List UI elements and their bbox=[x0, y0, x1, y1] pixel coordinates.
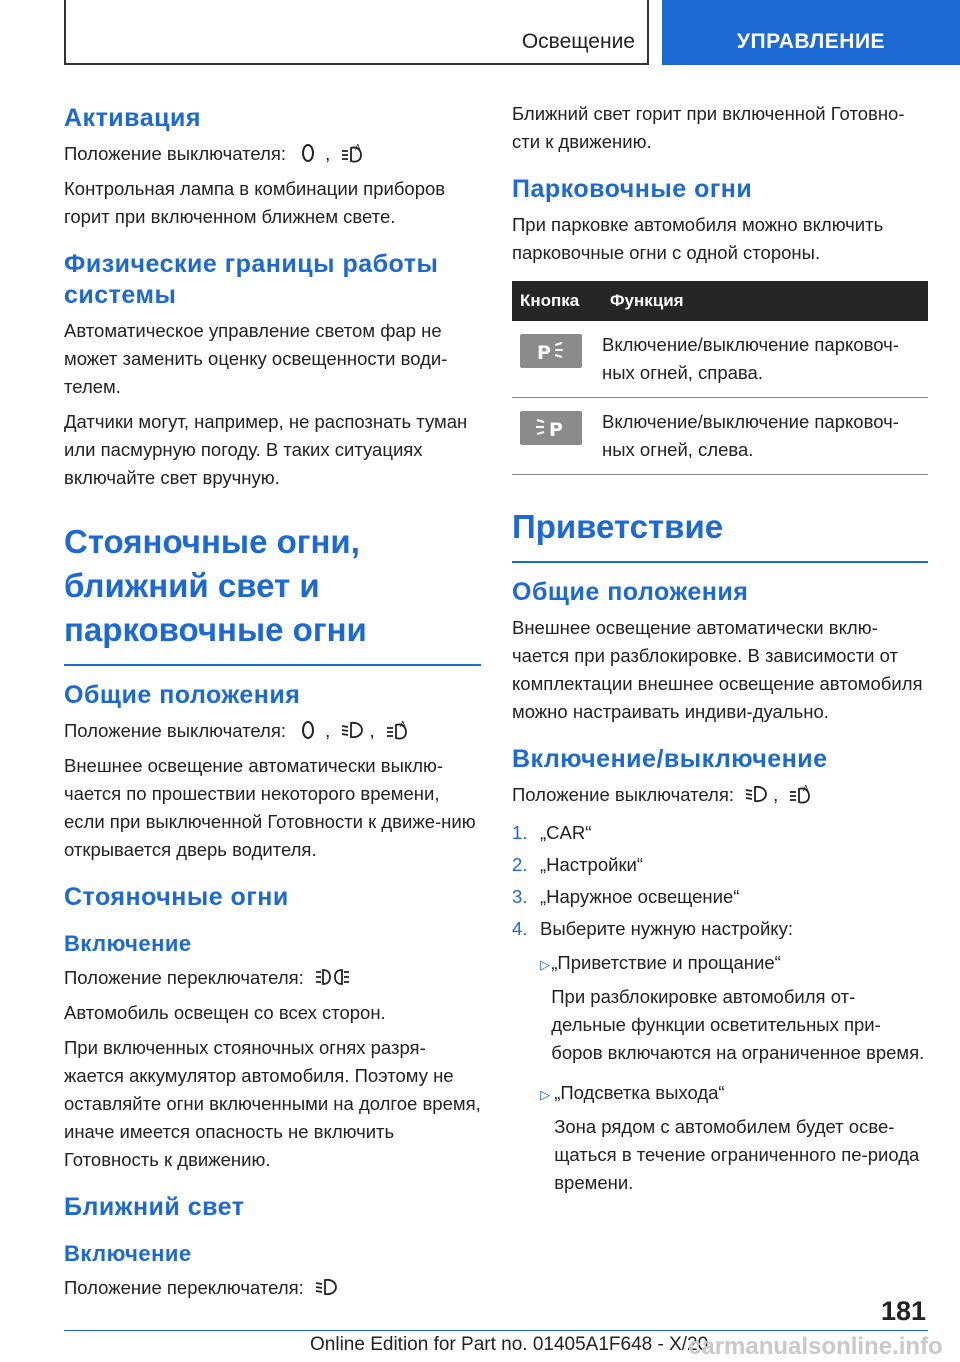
parking-switch-line: Положение переключателя: bbox=[64, 964, 481, 992]
left-column bbox=[64, 100, 481, 1309]
general-heading: Общие положения bbox=[64, 681, 301, 709]
svg-text:A: A bbox=[355, 143, 361, 152]
switch-zero-icon bbox=[296, 719, 320, 741]
low-beam-switch-line: Положение переключателя: bbox=[64, 1274, 481, 1302]
auto-headlight-icon bbox=[340, 142, 364, 164]
triangle-bullet-icon: ▷ bbox=[540, 1087, 550, 1102]
header-section-title: Освещение bbox=[521, 30, 635, 53]
table-header-function: Функция bbox=[602, 281, 928, 321]
list-item: ▷ „Подсветка выхода“ Зона рядом с автомобилем будет осве-щаться в течение ограниченного пе-риода времени. bbox=[540, 1079, 928, 1203]
table-cell-function: Включение/выключение парковоч-ных огней, справа. bbox=[602, 321, 928, 398]
list-item: 1. „CAR“ bbox=[512, 822, 592, 843]
right-column bbox=[512, 100, 928, 1203]
parking-paragraph-2: При включенных стояночных огнях разря-жается аккумулятор автомобиля. Поэтому не оставляйте огни включенными на долгое время, иначе имеется опасность не включить Готовность к движению. bbox=[64, 1037, 481, 1170]
main-section-heading: Стояночные огни, ближний свет и парковочные огни bbox=[64, 520, 481, 666]
welcome-general-heading: Общие положения bbox=[512, 578, 749, 606]
limits-paragraph-2: Датчики могут, например, не распознать туман или пасмурную погоду. В таких ситуациях включайте свет вручную. bbox=[64, 411, 468, 488]
welcome-general-text: Внешнее освещение автоматически вклю-чается при разблокировке. В зависимости от комплектации внешнее освещение автомобиля можно настраивать индиви-дуально. bbox=[512, 617, 923, 722]
limits-heading: Физические границы работы системы bbox=[64, 250, 439, 309]
auto-headlight-icon bbox=[788, 783, 812, 805]
low-beam-continuation-text: Ближний свет горит при включенной Готовно-сти к движению. bbox=[512, 103, 905, 152]
table-row bbox=[512, 321, 928, 398]
table-header-button: Кнопка bbox=[512, 281, 602, 321]
svg-text:A: A bbox=[803, 784, 809, 793]
onoff-switch-line: Положение выключателя: , A bbox=[512, 781, 928, 809]
svg-text:A: A bbox=[399, 720, 406, 729]
steps-list bbox=[512, 819, 928, 943]
limits-paragraph-1: Автоматическое управление светом фар не может заменить оценку освещенности води-телем. bbox=[64, 320, 448, 397]
watermark-logo: carmanualsonline.info bbox=[688, 1333, 943, 1360]
parking-lights-icon bbox=[314, 966, 358, 988]
parking-light-left-icon bbox=[520, 411, 582, 445]
activation-heading: Активация bbox=[64, 104, 201, 132]
low-beam-on-heading: Включение bbox=[64, 1241, 192, 1266]
parking-heading: Стояночные огни bbox=[64, 883, 289, 911]
parking-on-heading: Включение bbox=[64, 931, 192, 956]
general-switch-line: Положение выключателя: , , A bbox=[64, 717, 481, 745]
table-header-row bbox=[512, 281, 928, 321]
list-item: 3. „Наружное освещение“ bbox=[512, 886, 740, 907]
low-beam-icon bbox=[744, 783, 768, 805]
parking-light-right-icon bbox=[520, 334, 582, 368]
general-text: Внешнее освещение автоматически выклю-чается по прошествии некоторого времени, если при выключенной Готовности к движе-нию открывается дверь водителя. bbox=[64, 755, 476, 860]
low-beam-icon bbox=[340, 719, 364, 741]
footer-edition: Online Edition for Part no. 01405A1F648 - X/20 bbox=[310, 1334, 709, 1355]
triangle-bullet-icon: ▷ bbox=[540, 957, 550, 972]
park-lights-text: При парковке автомобиля можно включить парковочные огни с одной стороны. bbox=[512, 214, 884, 263]
page-number: 181 bbox=[880, 1296, 926, 1326]
footer-divider bbox=[64, 1330, 928, 1331]
header-section-box bbox=[64, 0, 649, 65]
header-chapter-title: УПРАВЛЕНИЕ bbox=[736, 30, 886, 53]
table-row bbox=[512, 398, 928, 475]
list-item: 2. „Настройки“ bbox=[512, 854, 644, 875]
welcome-heading: Приветствие bbox=[512, 505, 928, 563]
activation-text: Контрольная лампа в комбинации приборов горит при включенном ближнем свете. bbox=[64, 178, 446, 227]
park-lights-table bbox=[512, 281, 928, 475]
list-item: 4. Выберите нужную настройку: bbox=[512, 918, 793, 939]
options-list bbox=[540, 949, 928, 1203]
onoff-heading: Включение/выключение bbox=[512, 745, 828, 773]
switch-zero-icon bbox=[296, 142, 320, 164]
table-cell-function: Включение/выключение парковоч-ных огней, слева. bbox=[602, 398, 928, 475]
list-item: ▷ „Приветствие и прощание“ При разблокировке автомобиля от-дельные функции осветительных при-боров включаются на ограниченное время. bbox=[540, 949, 928, 1073]
low-beam-heading: Ближний свет bbox=[64, 1193, 245, 1221]
activation-switch-line: Положение выключателя: , A bbox=[64, 140, 481, 168]
parking-paragraph-1: Автомобиль освещен со всех сторон. bbox=[64, 1002, 386, 1023]
low-beam-icon bbox=[314, 1276, 338, 1298]
header-chapter-tab bbox=[662, 0, 960, 65]
svg-text:P: P bbox=[549, 419, 563, 440]
svg-text:P: P bbox=[537, 342, 551, 363]
auto-headlight-icon bbox=[385, 719, 409, 741]
park-lights-heading: Парковочные огни bbox=[512, 175, 753, 203]
